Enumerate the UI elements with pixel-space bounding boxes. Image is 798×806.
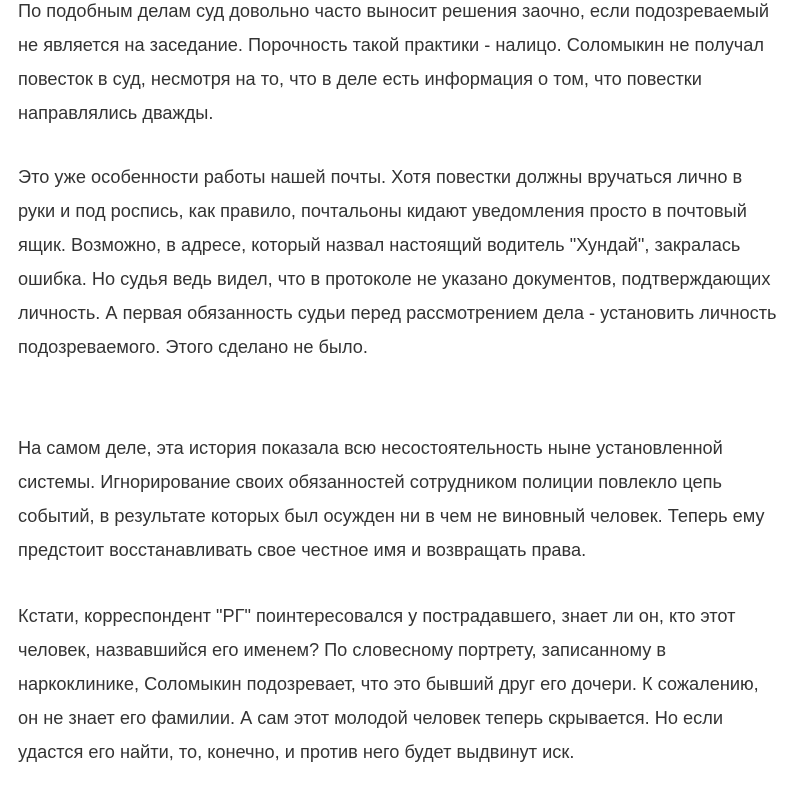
article-paragraph-1: По подобным делам суд довольно часто выносит решения заочно, если подозреваемый не является на заседание. Порочность такой практики - налицо. Соломыкин не получал повесток в суд, несмотря на то, что в деле есть информация о том, что повестки направлялись дважды. [18, 1, 770, 123]
article-paragraph-3: На самом деле, эта история показала всю несостоятельность ныне установленной системы. Игнорирование своих обязанностей сотрудником полиции повлекло цепь событий, в результате которых был осужден ни в чем не виновный человек. Теперь ему предстоит восстанавливать свое честное имя и возвращать права. [18, 438, 765, 560]
article-paragraph-4: Кстати, корреспондент "РГ" поинтересовался у пострадавшего, знает ли он, кто этот человек, назвавшийся его именем? По словесному портрету, записанному в наркоклинике, Соломыкин подозревает, что это бывший друг его дочери. К сожалению, он не знает его фамилии. А сам этот молодой человек теперь скрывается. Но если удастся его найти, то, конечно, и против него будет выдвинут иск. [18, 606, 759, 762]
article-paragraph-2: Это уже особенности работы нашей почты. Хотя повестки должны вручаться лично в руки и под роспись, как правило, почтальоны кидают уведомления просто в почтовый ящик. Возможно, в адресе, который назвал настоящий водитель "Хундай", закралась ошибка. Но судья ведь видел, что в протоколе не указано документов, подтверждающих личность. А первая обязанность судьи перед рассмотрением дела - установить личность подозреваемого. Этого сделано не было. [18, 167, 777, 357]
